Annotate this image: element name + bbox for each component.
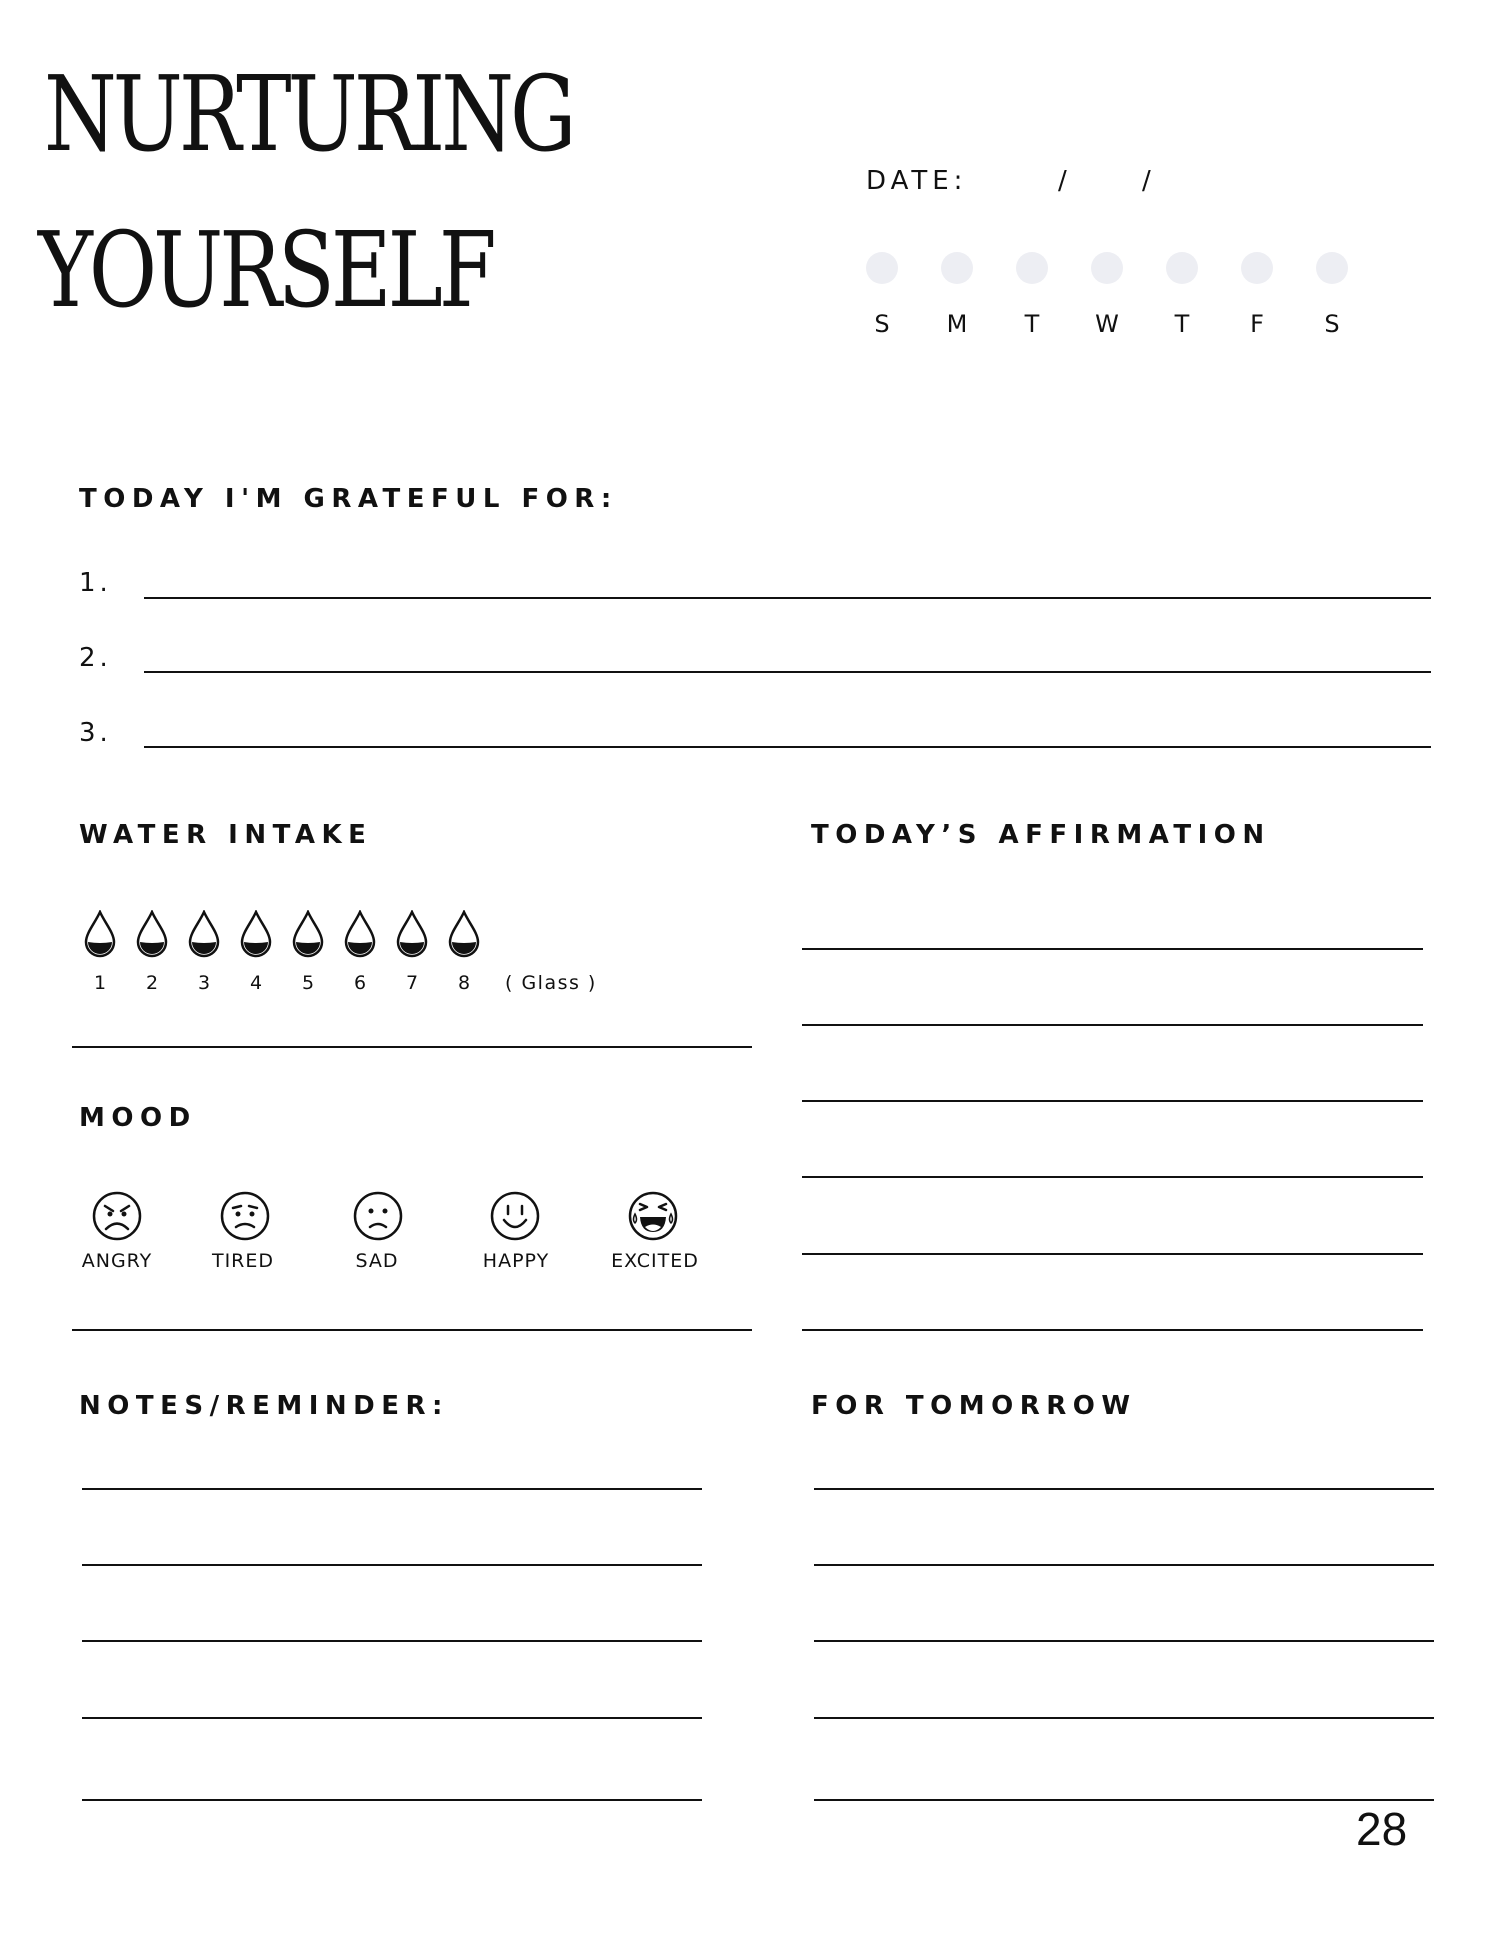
tomorrow-line[interactable] — [814, 1488, 1434, 1490]
grateful-line-1[interactable] — [144, 597, 1431, 599]
notes-line[interactable] — [82, 1640, 702, 1642]
grateful-item-number: 3. — [79, 718, 112, 748]
day-dot-monday[interactable] — [941, 252, 973, 284]
happy-face-icon[interactable] — [489, 1190, 541, 1242]
water-drop-icon[interactable] — [238, 910, 274, 960]
day-letter: W — [1095, 310, 1119, 338]
mood-label-sad: SAD — [355, 1250, 399, 1272]
day-dot-thursday[interactable] — [1166, 252, 1198, 284]
water-divider — [72, 1046, 752, 1048]
tomorrow-line[interactable] — [814, 1564, 1434, 1566]
glass-number: 5 — [301, 972, 315, 994]
mood-heading: MOOD — [79, 1103, 197, 1133]
grateful-item-number: 2. — [79, 643, 112, 673]
day-dot-tuesday[interactable] — [1016, 252, 1048, 284]
day-dot-saturday[interactable] — [1316, 252, 1348, 284]
water-drop-icon[interactable] — [342, 910, 378, 960]
affirmation-line[interactable] — [802, 1024, 1423, 1026]
day-dot-sunday[interactable] — [866, 252, 898, 284]
notes-line[interactable] — [82, 1564, 702, 1566]
affirmation-heading: TODAY’S AFFIRMATION — [811, 820, 1271, 850]
notes-line[interactable] — [82, 1717, 702, 1719]
water-intake-heading: WATER INTAKE — [79, 820, 373, 850]
water-drop-icon[interactable] — [446, 910, 482, 960]
grateful-line-3[interactable] — [144, 746, 1431, 748]
tomorrow-line[interactable] — [814, 1799, 1434, 1801]
glass-number: 6 — [353, 972, 367, 994]
notes-line[interactable] — [82, 1488, 702, 1490]
date-separator: / — [1058, 166, 1067, 196]
angry-face-icon[interactable] — [91, 1190, 143, 1242]
laughing-face-icon[interactable] — [627, 1190, 679, 1242]
day-dot-friday[interactable] — [1241, 252, 1273, 284]
notes-heading: NOTES/REMINDER: — [79, 1391, 449, 1421]
glass-unit-label: ( Glass ) — [505, 972, 597, 994]
tomorrow-heading: FOR TOMORROW — [811, 1391, 1137, 1421]
day-letter: T — [1024, 310, 1040, 338]
day-letter: S — [874, 310, 890, 338]
glass-number: 8 — [457, 972, 471, 994]
glass-number: 4 — [249, 972, 263, 994]
affirmation-line[interactable] — [802, 1176, 1423, 1178]
grateful-heading: TODAY I'M GRATEFUL FOR: — [79, 484, 618, 514]
water-drop-icon[interactable] — [290, 910, 326, 960]
date-separator: / — [1142, 166, 1151, 196]
water-drop-icon[interactable] — [186, 910, 222, 960]
glass-number: 1 — [93, 972, 107, 994]
glass-number: 7 — [405, 972, 419, 994]
glass-number: 2 — [145, 972, 159, 994]
date-label: DATE: — [866, 166, 968, 196]
tomorrow-line[interactable] — [814, 1640, 1434, 1642]
day-dot-wednesday[interactable] — [1091, 252, 1123, 284]
mood-label-angry: ANGRY — [81, 1250, 153, 1272]
water-drop-icon[interactable] — [82, 910, 118, 960]
grateful-item-number: 1. — [79, 568, 112, 598]
page-number: 28 — [1356, 1803, 1408, 1855]
affirmation-line[interactable] — [802, 1253, 1423, 1255]
water-drop-icon[interactable] — [394, 910, 430, 960]
mood-divider — [72, 1329, 752, 1331]
tired-face-icon[interactable] — [219, 1190, 271, 1242]
glass-number: 3 — [197, 972, 211, 994]
notes-line[interactable] — [82, 1799, 702, 1801]
affirmation-line[interactable] — [802, 948, 1423, 950]
affirmation-line[interactable] — [802, 1100, 1423, 1102]
tomorrow-line[interactable] — [814, 1717, 1434, 1719]
sad-face-icon[interactable] — [352, 1190, 404, 1242]
mood-label-excited: EXCITED — [611, 1250, 699, 1272]
water-drop-icon[interactable] — [134, 910, 170, 960]
mood-label-tired: TIRED — [211, 1250, 275, 1272]
day-letter: S — [1324, 310, 1340, 338]
day-letter: F — [1250, 310, 1264, 338]
grateful-line-2[interactable] — [144, 671, 1431, 673]
title-line-2: YOURSELF — [38, 209, 493, 331]
mood-label-happy: HAPPY — [482, 1250, 550, 1272]
day-letter: T — [1174, 310, 1190, 338]
day-letter: M — [946, 310, 968, 338]
affirmation-line[interactable] — [802, 1329, 1423, 1331]
title-line-1: NURTURING — [44, 53, 573, 175]
